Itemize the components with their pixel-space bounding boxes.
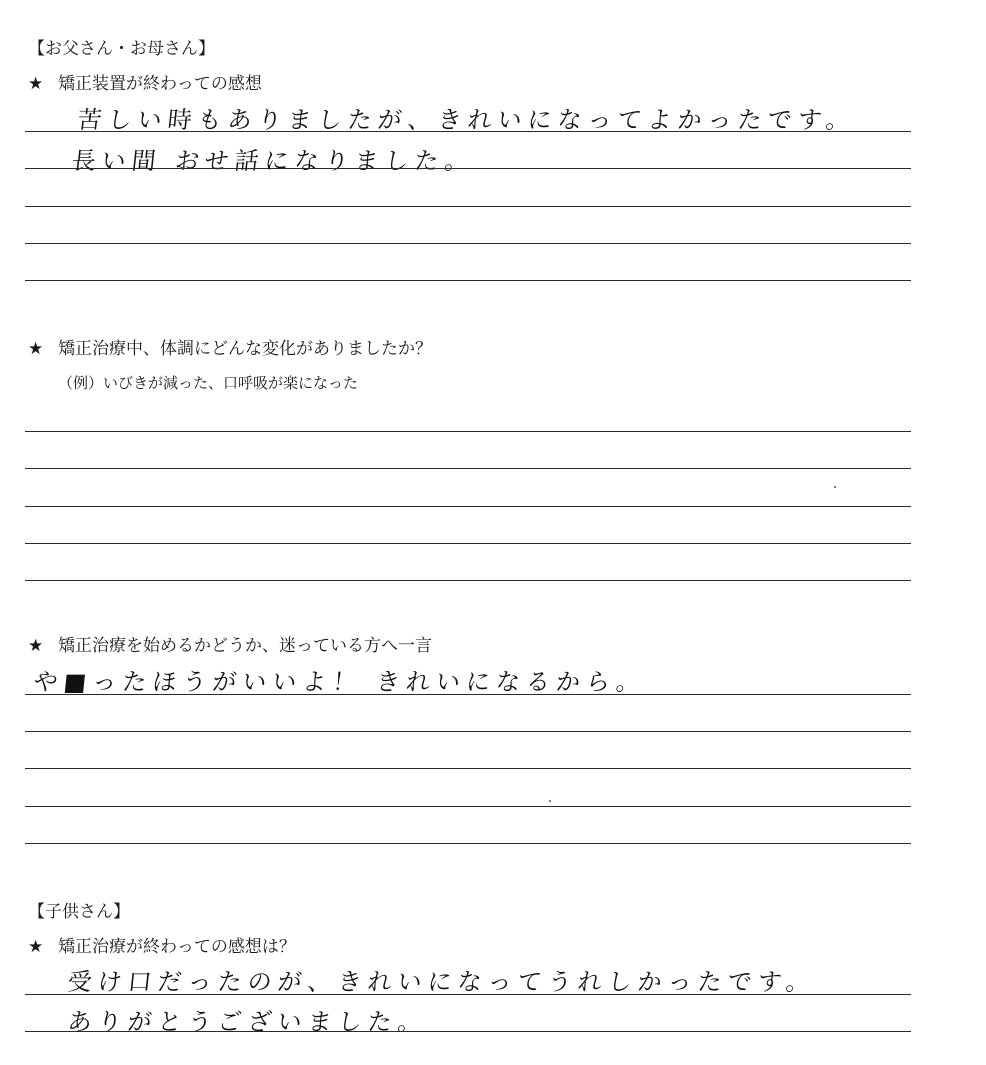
star-icon: ★ [28,74,44,94]
answer-rule-line [25,843,911,844]
scan-speck [549,800,551,802]
answer-rule-line [25,243,911,244]
star-icon: ★ [28,636,44,656]
answer-rule-line [25,694,911,695]
star-icon: ★ [28,937,44,957]
answer-rule-line [25,806,911,807]
parents-question-1 [28,69,262,94]
answer-rule-line [25,431,911,432]
question-text: 矯正装置が終わっての感想 [58,74,262,94]
handwritten-answer-line: 長い間 おせ話になりました。 [70,147,477,175]
children-section-heading: 【子供さん】 [28,902,130,922]
answer-rule-line [25,731,911,732]
answer-rule-line [25,468,911,469]
star-icon: ★ [28,339,44,359]
answer-rule-line [25,206,911,207]
scan-speck [834,486,836,488]
children-question-1 [28,932,296,957]
answer-rule-line [25,994,911,995]
question-text: 矯正治療を始めるかどうか、迷っている方へ一言 [58,636,432,656]
handwritten-answer-line: 苦しい時もありましたが、きれいになってよかったです。 [76,106,858,134]
parents-section-heading: 【お父さん・お母さん】 [28,39,215,59]
answer-rule-line [25,768,911,769]
question-text: 矯正治療中、体調にどんな変化がありましたか？ [58,339,432,359]
handwritten-answer-line: 受け口だったのが、きれいになってうれしかったです。 [66,968,818,996]
parents-question-3 [28,631,432,656]
question-text: 矯正治療が終わっての感想は？ [58,937,296,957]
answer-rule-line [25,1031,911,1032]
answer-rule-line [25,543,911,544]
example-text: （例）いびきが減った、口呼吸が楽になった [58,374,359,392]
answer-rule-line [25,280,911,281]
answer-rule-line [25,168,911,169]
handwritten-answer-line: や■ったほうがいいよ！ きれいになるから。 [32,668,648,696]
answer-rule-line [25,580,911,581]
answer-rule-line [25,131,911,132]
handwritten-answer-line: ありがとうございました。 [66,1008,430,1036]
parents-question-2 [28,334,432,359]
answer-rule-line [25,506,911,507]
